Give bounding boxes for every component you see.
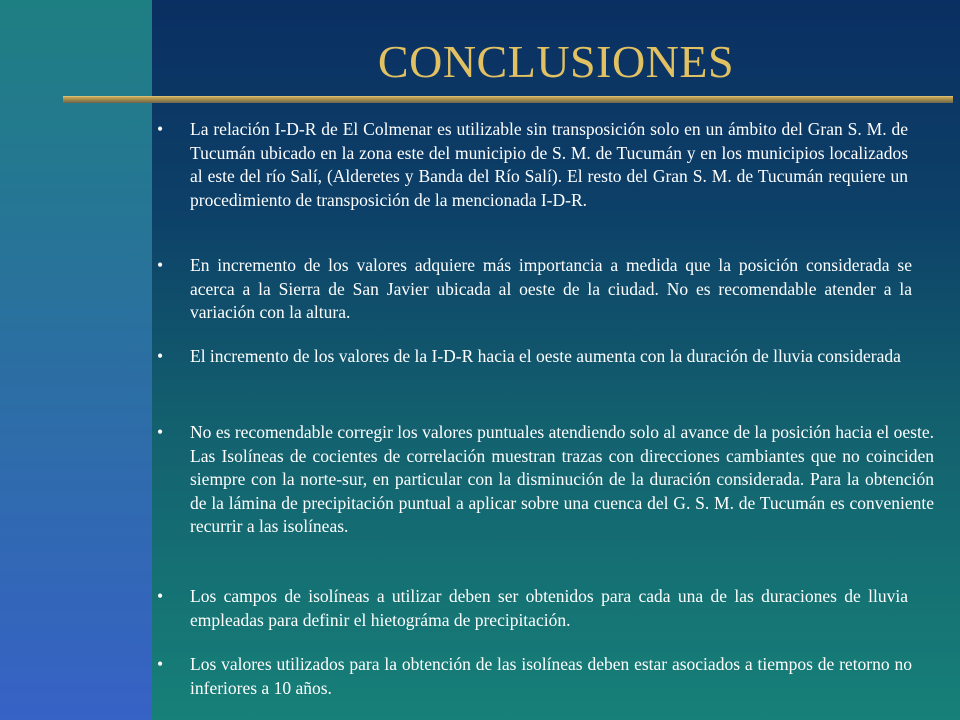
bullet-text: Los campos de isolíneas a utilizar deben ser obtenidos para cada una de las duraciones de lluvia empleadas para definir el hietográma de precipitación. xyxy=(190,586,908,630)
bullet-text: En incremento de los valores adquiere más importancia a medida que la posición considerada se acerca a la Sierra de San Javier ubicada al oeste de la ciudad. No es recomendable atender a la variación con la altura. xyxy=(190,255,912,323)
bullet-item-4 xyxy=(157,421,934,539)
bullet-item-2 xyxy=(157,254,912,325)
left-accent-band xyxy=(0,0,152,720)
bullet-text: No es recomendable corregir los valores puntuales atendiendo solo al avance de la posición hacia el oeste. Las Isolíneas de cocientes de correlación muestran trazas con direcciones cambiantes que no coinciden siempre con la norte-sur, en particular con la disminución de la duración considerada. Para la obtención de la lámina de precipitación puntual a aplicar sobre una cuenca del G. S. M. de Tucumán es conveniente recurrir a las isolíneas. xyxy=(190,422,934,537)
bullet-item-5 xyxy=(157,585,908,632)
bullet-dot: • xyxy=(157,255,164,275)
bullet-dot: • xyxy=(157,586,164,606)
bullet-item-3 xyxy=(157,345,934,369)
bullet-text: Los valores utilizados para la obtención de las isolíneas deben estar asociados a tiempos de retorno no inferiores a 10 años. xyxy=(190,654,912,698)
bullet-dot: • xyxy=(157,346,164,366)
bullet-item-1 xyxy=(157,118,908,212)
bullet-item-6 xyxy=(157,653,912,700)
bullet-dot: • xyxy=(157,119,164,139)
slide-title: CONCLUSIONES xyxy=(377,36,735,87)
bullet-dot: • xyxy=(157,422,164,442)
bullet-text: El incremento de los valores de la I-D-R hacia el oeste aumenta con la duración de lluvia considerada xyxy=(190,346,901,366)
bullet-dot: • xyxy=(157,654,164,674)
bullet-text: La relación I-D-R de El Colmenar es utilizable sin transposición solo en un ámbito del Gran S. M. de Tucumán ubicado en la zona este del municipio de S. M. de Tucumán y en los municipios localizados al este del río Salí, (Alderetes y Banda del Río Salí). El resto del Gran S. M. de Tucumán requiere un procedimiento de transposición de la mencionada I-D-R. xyxy=(190,119,908,210)
title-divider-rule xyxy=(63,96,953,103)
